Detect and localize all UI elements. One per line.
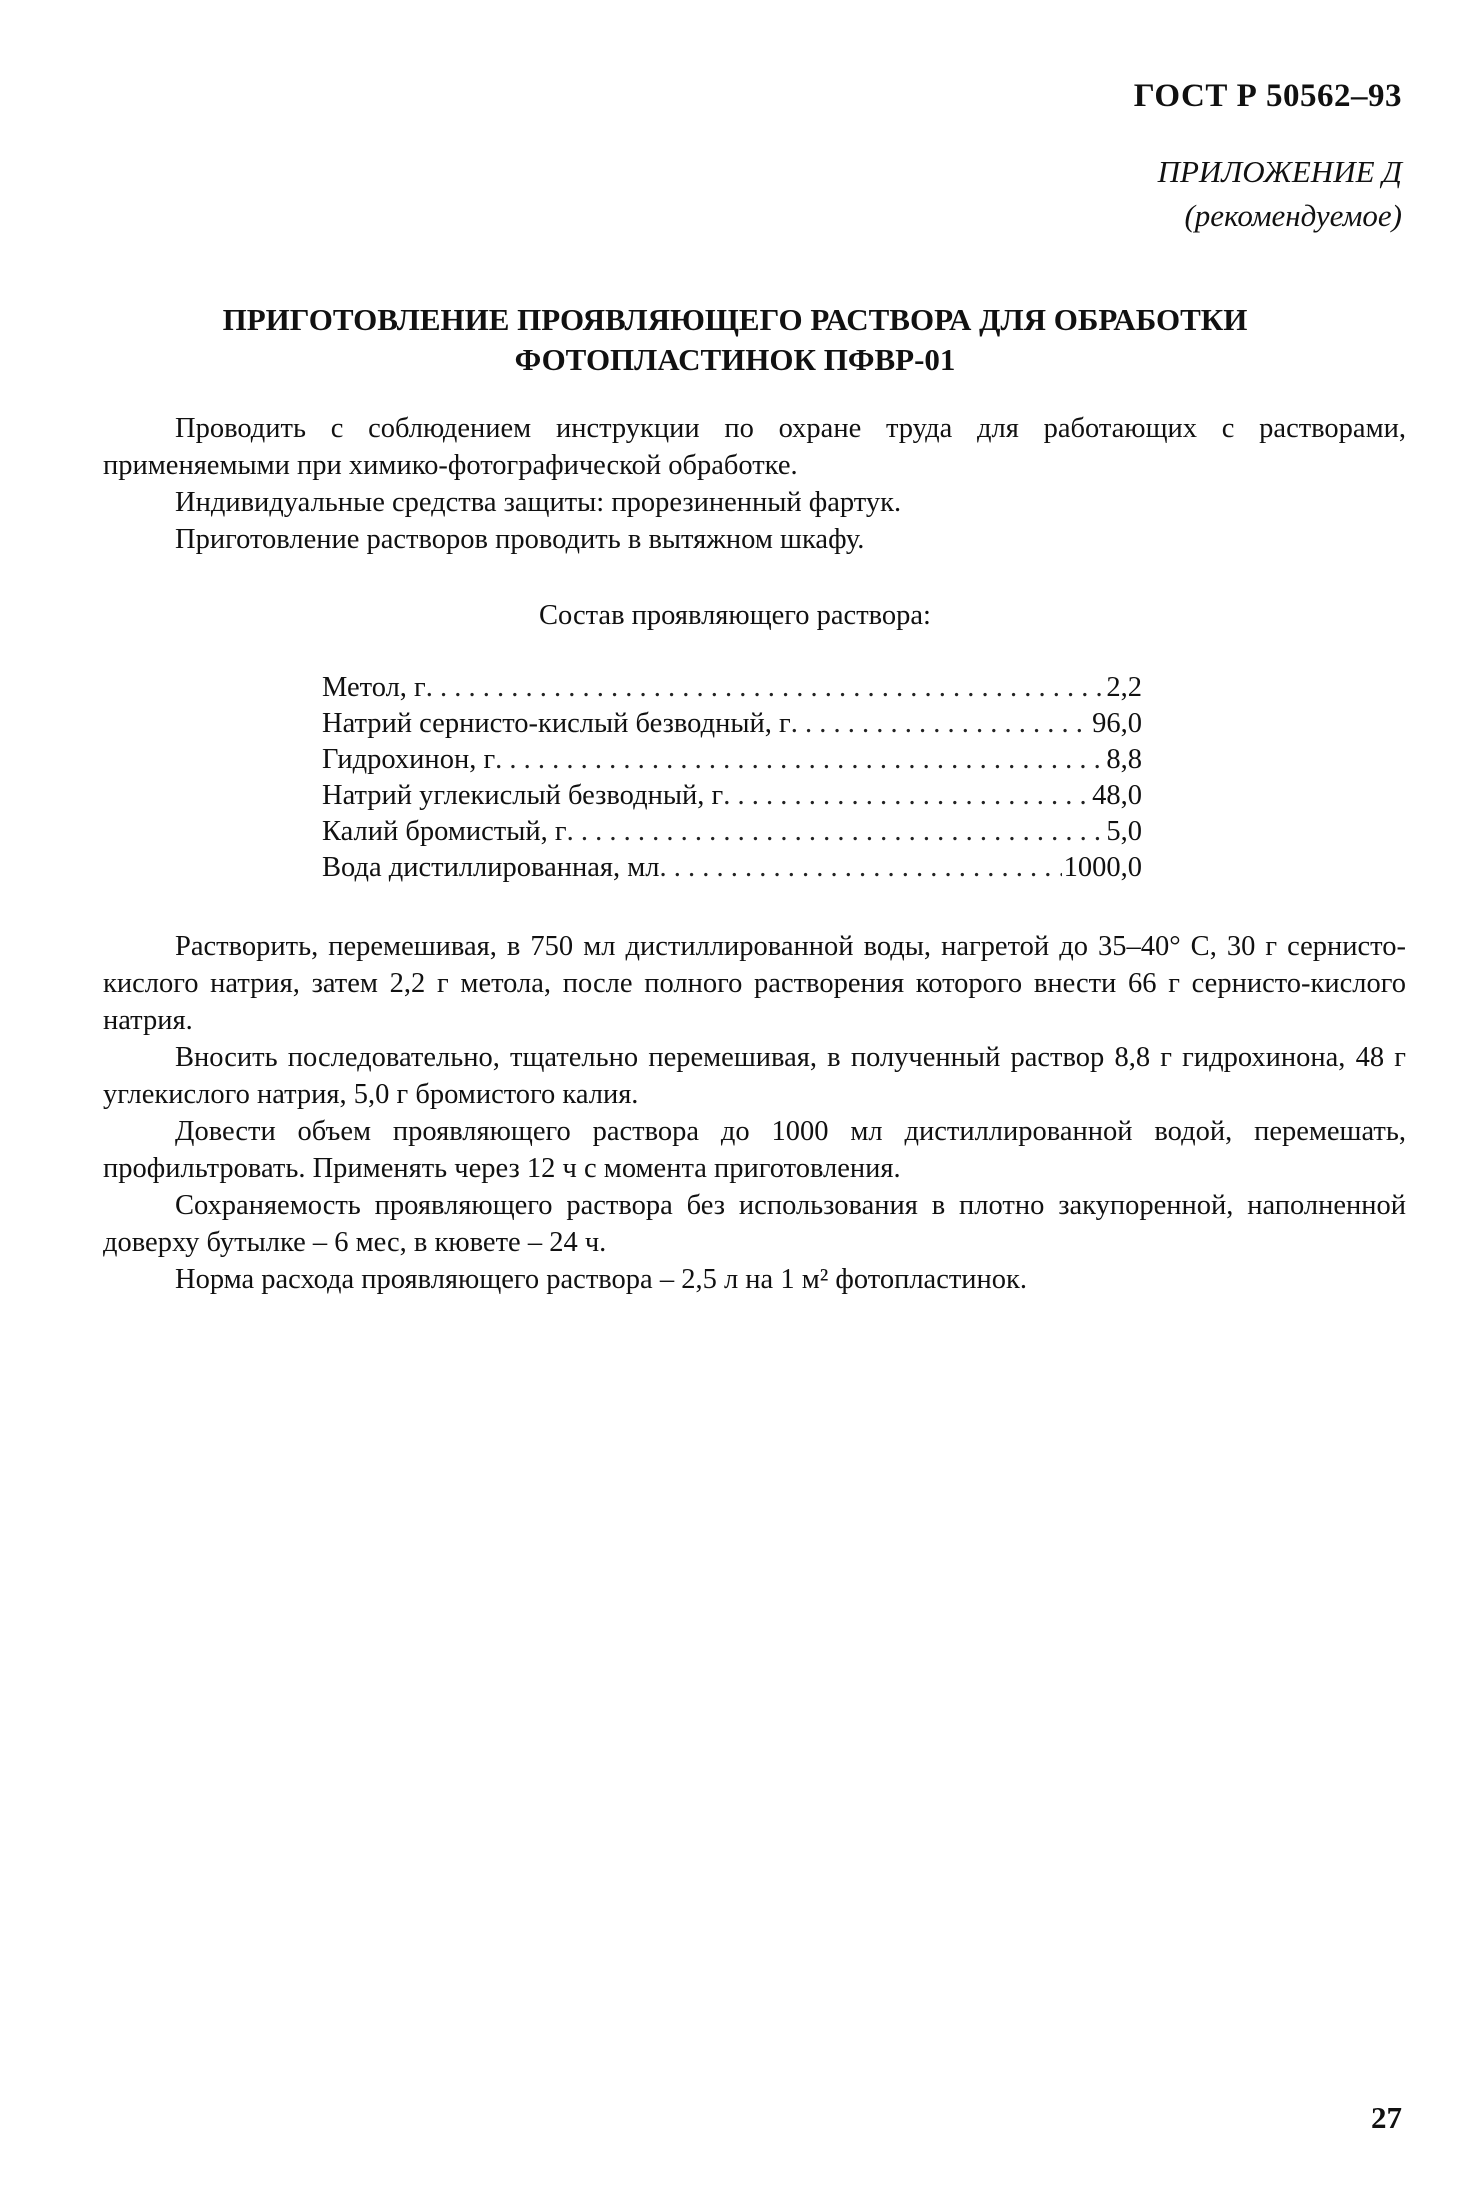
instructions-section (103, 928, 1406, 1298)
page-title (0, 300, 1470, 380)
instruction-paragraph: Вносить последовательно, тщательно перемешивая, в полученный раствор 8,8 г гидрохинона, 48 г углекислого натрия, 5,0 г бромистого калия. (103, 1042, 1406, 1110)
dot-leader (723, 778, 1090, 814)
ingredient-name: Вода дистиллированная, мл (322, 852, 660, 883)
instruction-paragraph: Норма расхода проявляющего раствора – 2,5 л на 1 м² фотопластинок. (175, 1264, 1028, 1295)
intro-paragraph: Приготовление растворов проводить в вытяжном шкафу. (175, 524, 865, 555)
composition-list (322, 670, 1142, 886)
dot-leader (567, 814, 1105, 850)
page-number: 27 (1371, 2100, 1402, 2135)
title-line-2: ФОТОПЛАСТИНОК ПФВР-01 (514, 342, 956, 377)
intro-section (103, 410, 1406, 558)
ingredient-amount: 8,8 (1106, 744, 1142, 775)
composition-item (322, 742, 1142, 778)
ingredient-amount: 5,0 (1106, 816, 1142, 847)
ingredient-name: Гидрохинон, г (322, 744, 496, 775)
composition-item (322, 814, 1142, 850)
intro-paragraph: Проводить с соблюдением инструкции по охране труда для работающих с растворами, применяемыми при химико-фотографической обработке. (103, 413, 1406, 481)
document-code: ГОСТ Р 50562–93 (1133, 78, 1402, 114)
ingredient-name: Метол, г (322, 672, 426, 703)
composition-item (322, 670, 1142, 706)
composition-item (322, 778, 1142, 814)
title-line-1: ПРИГОТОВЛЕНИЕ ПРОЯВЛЯЮЩЕГО РАСТВОРА ДЛЯ ОБРАБОТКИ (222, 302, 1248, 337)
ingredient-name: Натрий сернисто-кислый безводный, г (322, 708, 791, 739)
annex-label: ПРИЛОЖЕНИЕ Д (1157, 154, 1402, 189)
ingredient-amount: 1000,0 (1063, 852, 1142, 883)
annex-note: (рекомендуемое) (1184, 198, 1402, 233)
ingredient-name: Калий бромистый, г (322, 816, 567, 847)
instruction-paragraph: Довести объем проявляющего раствора до 1000 мл дистиллированной водой, перемешать, профильтровать. Применять через 12 ч с момента приготовления. (103, 1116, 1406, 1184)
dot-leader (426, 670, 1105, 706)
annex-header (1158, 150, 1402, 238)
dot-leader (791, 706, 1090, 742)
composition-item (322, 850, 1142, 886)
ingredient-name: Натрий углекислый безводный, г (322, 780, 724, 811)
composition-heading: Состав проявляющего раствора: (539, 600, 931, 631)
ingredient-amount: 2,2 (1106, 672, 1142, 703)
composition-item (322, 706, 1142, 742)
ingredient-amount: 48,0 (1092, 780, 1142, 811)
dot-leader (660, 850, 1062, 886)
instruction-paragraph: Сохраняемость проявляющего раствора без использования в плотно закупоренной, наполненной доверху бутылке – 6 мес, в кювете – 24 ч. (103, 1190, 1406, 1258)
dot-leader (495, 742, 1104, 778)
intro-paragraph: Индивидуальные средства защиты: прорезиненный фартук. (175, 487, 902, 518)
ingredient-amount: 96,0 (1092, 708, 1142, 739)
instruction-paragraph: Растворить, перемешивая, в 750 мл дистиллированной воды, нагретой до 35–40° С, 30 г сернисто-кислого натрия, затем 2,2 г метола, после полного растворения которого внести 66 г сернисто-кислого натрия. (103, 931, 1406, 1036)
